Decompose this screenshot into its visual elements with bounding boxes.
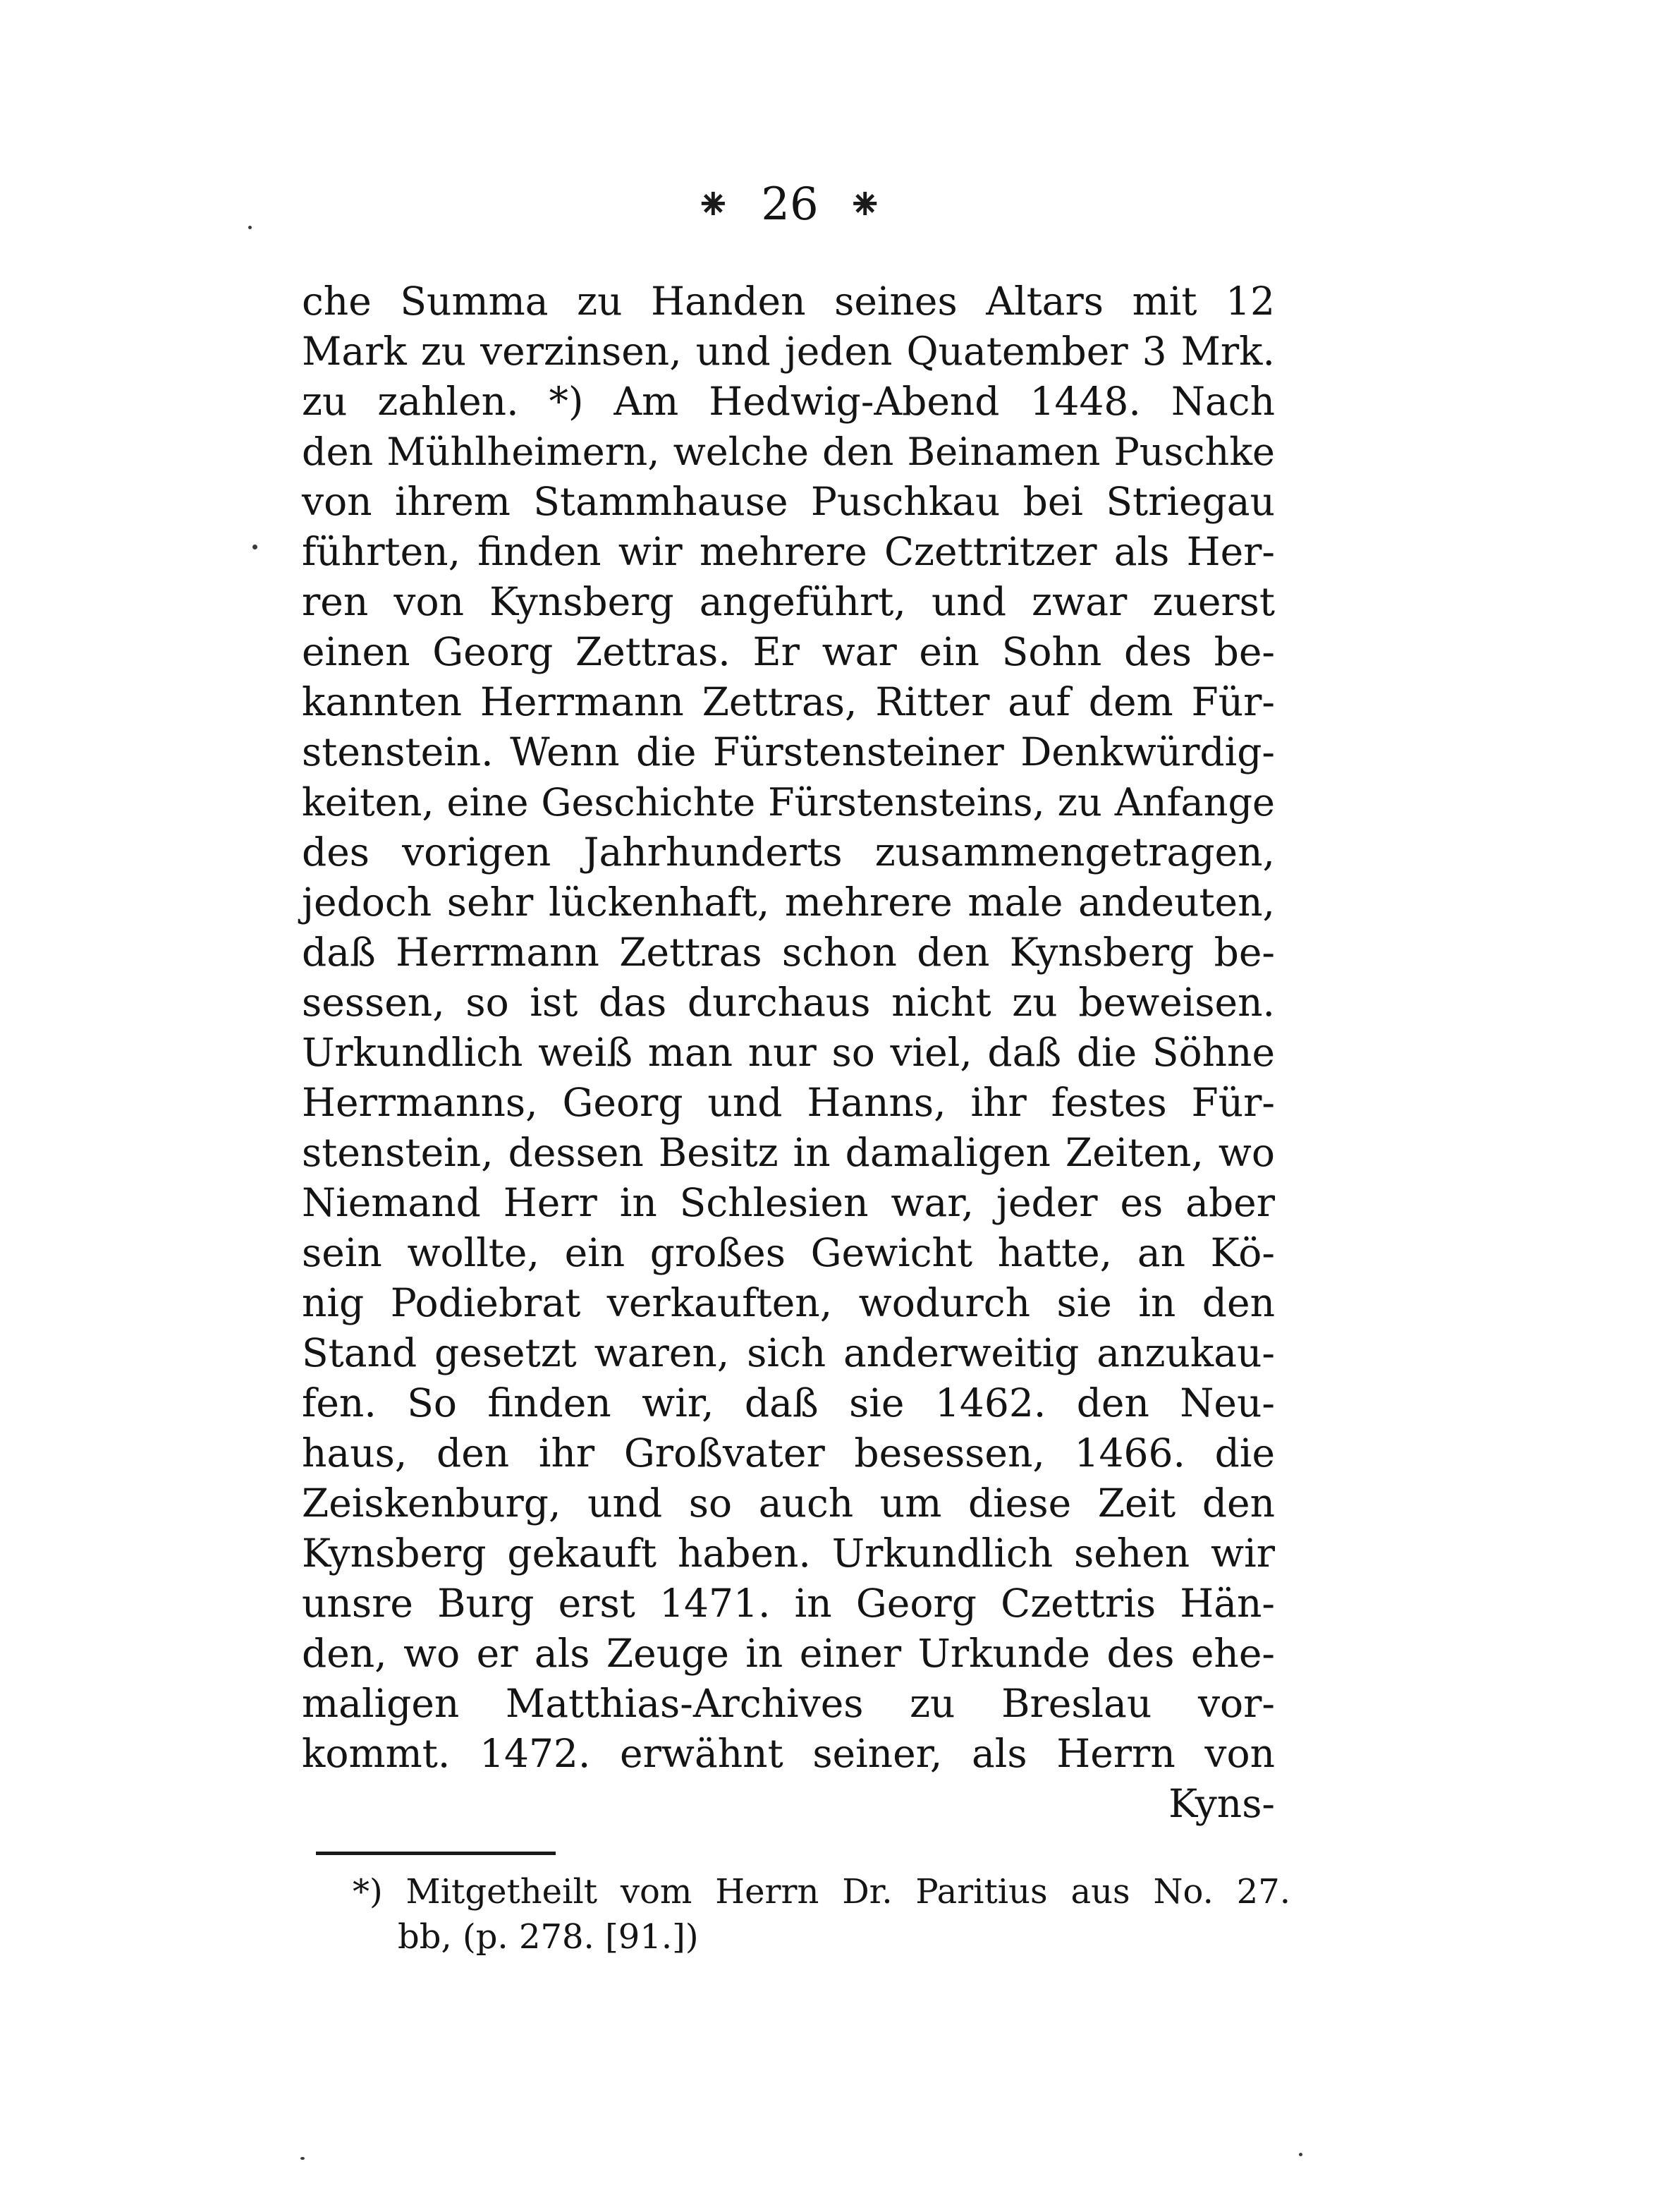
text-line: kommt. 1472. erwähnt seiner, als Herrn von [302, 1731, 1275, 1776]
text-line: haus, den ihr Großvater besessen, 1466. die [302, 1430, 1275, 1476]
text-line: fen. So finden wir, daß sie 1462. den Neu- [302, 1380, 1275, 1426]
text-line: keiten, eine Geschichte Fürstensteins, zu Anfange [302, 780, 1275, 825]
text-line: zu zahlen. *) Am Hedwig-Abend 1448. Nach [302, 379, 1275, 424]
paper-speck [252, 545, 257, 549]
text-line: daß Herrmann Zettras schon den Kynsberg be- [302, 930, 1275, 975]
footnote [353, 1869, 1290, 1959]
text-line: den, wo er als Zeuge in einer Urkunde des ehe- [302, 1631, 1275, 1676]
text-line: kannten Herrmann Zettras, Ritter auf dem Für- [302, 679, 1275, 724]
text-line: che Summa zu Handen seines Altars mit 12 [302, 279, 1275, 324]
body-text [302, 276, 1275, 1829]
text-line: jedoch sehr lückenhaft, mehrere male andeuten, [302, 880, 1275, 925]
text-line: sessen, so ist das durchaus nicht zu beweisen. [302, 980, 1275, 1025]
text-line: stenstein. Wenn die Fürstensteiner Denkwürdig- [302, 729, 1275, 774]
text-line: sein wollte, ein großes Gewicht hatte, an Kö- [302, 1230, 1275, 1275]
text-line: Urkundlich weiß man nur so viel, daß die Söhne [302, 1030, 1275, 1075]
text-line: Stand gesetzt waren, sich anderweitig anzukau- [302, 1330, 1275, 1375]
text-line: den Mühlheimern, welche den Beinamen Puschke [302, 430, 1275, 474]
text-line: nig Podiebrat verkauften, wodurch sie in den [302, 1280, 1275, 1325]
paper-speck [1299, 2153, 1302, 2156]
text-line: von ihrem Stammhause Puschkau bei Striegau [302, 479, 1275, 524]
text-line: führten, finden wir mehrere Czettritzer als Her- [302, 529, 1275, 574]
footnote-line: bb, (p. 278. [91.]) [398, 1917, 699, 1957]
footnote-line: *) Mitgetheilt vom Herrn Dr. Paritius aus No. 27. [353, 1872, 1290, 1912]
text-line: ren von Kynsberg angeführt, und zwar zuerst [302, 579, 1275, 624]
footnote-rule [316, 1852, 556, 1855]
left-ornament-icon: ⁕ [695, 178, 733, 230]
text-line: unsre Burg erst 1471. in Georg Czettris Hän- [302, 1581, 1275, 1626]
paper-speck [248, 226, 252, 229]
text-line: Mark zu verzinsen, und jeden Quatember 3 Mrk. [302, 329, 1275, 374]
page-header [656, 176, 924, 233]
text-line: Kynsberg gekauft haben. Urkundlich sehen wir [302, 1531, 1275, 1576]
text-line: maligen Matthias-Archives zu Breslau vor- [302, 1681, 1275, 1726]
paper-speck [300, 2157, 305, 2160]
text-line: Herrmanns, Georg und Hanns, ihr festes Für- [302, 1080, 1275, 1125]
text-line: Zeiskenburg, und so auch um diese Zeit den [302, 1481, 1275, 1526]
text-line: Niemand Herr in Schlesien war, jeder es aber [302, 1180, 1275, 1225]
catchword: Kyns- [1168, 1781, 1275, 1826]
right-ornament-icon: ⁕ [846, 178, 885, 230]
text-line: des vorigen Jahrhunderts zusammengetragen, [302, 830, 1275, 875]
page-number: 26 [761, 178, 819, 231]
text-line: einen Georg Zettras. Er war ein Sohn des be- [302, 629, 1275, 674]
text-line: stenstein, dessen Besitz in damaligen Zeiten, wo [302, 1130, 1275, 1175]
